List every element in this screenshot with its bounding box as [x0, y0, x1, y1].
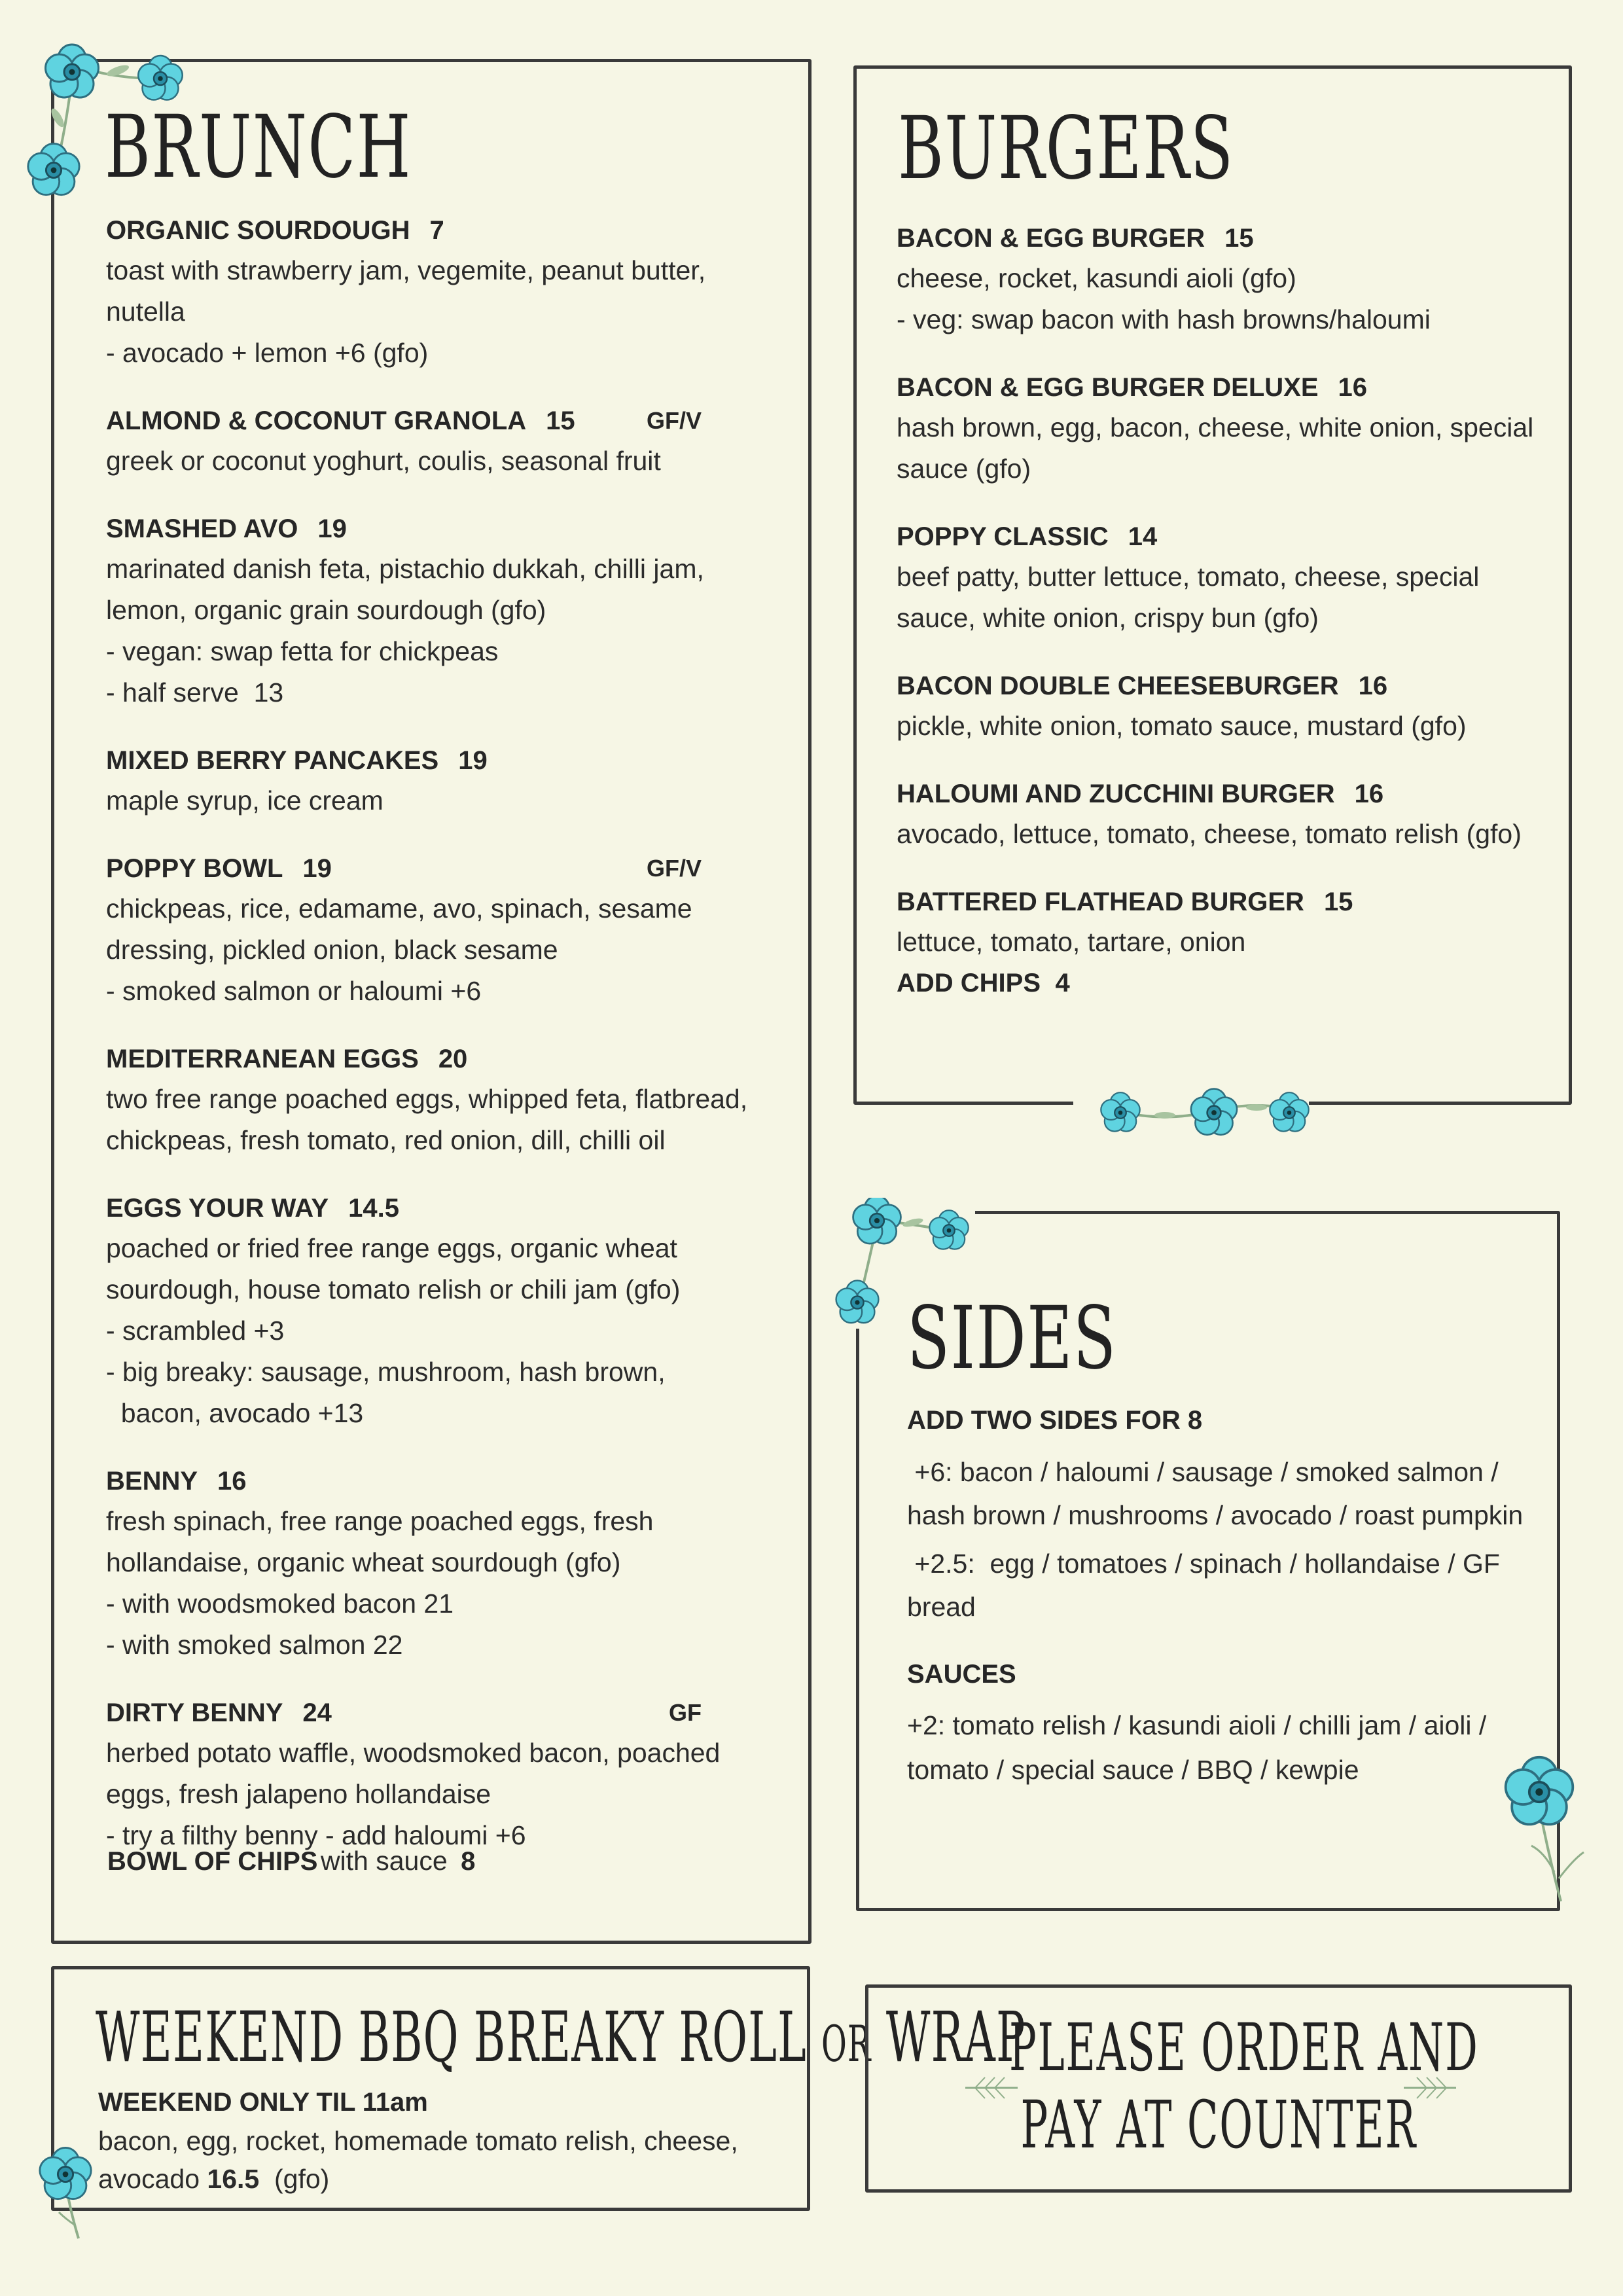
- sides-line-4: bread: [907, 1592, 976, 1622]
- item-name: SMASHED AVO: [106, 514, 298, 543]
- brunch-item-header: [106, 509, 702, 548]
- weekend-line-2-prefix: avocado: [98, 2164, 207, 2194]
- order-sprig-left-icon: [962, 2068, 1021, 2108]
- brunch-title: BRUNCH: [105, 97, 412, 198]
- item-description-line: beef patty, butter lettuce, tomato, cheese, special: [897, 562, 1480, 592]
- sides-line-3: +2.5: egg / tomatoes / spinach / hollandaise / GF: [907, 1549, 1500, 1579]
- sides-content: [907, 1401, 1542, 1792]
- brunch-item-eggs-your-way: [106, 1189, 702, 1434]
- item-description-line: marinated danish feta, pistachio dukkah, chilli jam,: [106, 554, 704, 584]
- item-name: BENNY: [106, 1467, 198, 1496]
- item-description-line: fresh spinach, free range poached eggs, fresh: [106, 1506, 654, 1536]
- item-price: 16: [1358, 672, 1388, 700]
- burgers-item-header: [897, 882, 1551, 922]
- bowl-of-chips-price: 8: [461, 1847, 476, 1876]
- brunch-item-smashed-avo: [106, 509, 702, 713]
- add-chips-price: 4: [1055, 969, 1070, 997]
- item-name: MIXED BERRY PANCAKES: [106, 746, 439, 775]
- burgers-item-header: [897, 774, 1551, 814]
- item-name: BACON DOUBLE CHEESEBURGER: [897, 672, 1339, 700]
- brunch-item-header: [106, 1039, 702, 1079]
- brunch-item-almond-coconut-granola: [106, 401, 702, 482]
- item-price: 16: [1354, 780, 1384, 808]
- item-description-line: - scrambled +3: [106, 1316, 285, 1346]
- weekend-subheading: WEEKEND ONLY TIL 11am: [98, 2088, 428, 2117]
- item-price: 14: [1128, 522, 1158, 551]
- item-description-line: greek or coconut yoghurt, coulis, seasonal fruit: [106, 446, 661, 476]
- item-price: 15: [1224, 224, 1254, 253]
- item-description-line: chickpeas, fresh tomato, red onion, dill, chilli oil: [106, 1125, 666, 1155]
- item-description-line: - big breaky: sausage, mushroom, hash brown,: [106, 1357, 666, 1387]
- order-line-1: PLEASE ORDER AND: [1008, 2009, 1479, 2086]
- sides-flower-stem-icon: [1499, 1754, 1590, 1911]
- item-description-line: hollandaise, organic wheat sourdough (gfo): [106, 1547, 621, 1577]
- item-price: 14.5: [348, 1194, 399, 1223]
- item-diet-badge: GF: [669, 1699, 702, 1726]
- weekend-line-2: [98, 2160, 792, 2198]
- item-description-line: lettuce, tomato, tartare, onion: [897, 927, 1246, 957]
- item-description-line: hash brown, egg, bacon, cheese, white onion, special: [897, 412, 1534, 442]
- item-description-line: - vegan: swap fetta for chickpeas: [106, 636, 499, 666]
- brunch-item-header: [106, 1693, 702, 1732]
- item-price: 19: [317, 514, 347, 543]
- weekend-title-b: WRAP: [871, 1997, 1026, 2077]
- item-description-line: - try a filthy benny - add haloumi +6: [106, 1820, 526, 1850]
- item-description-line: - smoked salmon or haloumi +6: [106, 976, 482, 1006]
- burgers-item-header: [897, 666, 1551, 706]
- item-price: 16: [1338, 373, 1367, 402]
- item-name: ALMOND & COCONUT GRANOLA: [106, 406, 527, 435]
- brunch-item-mediterranean-eggs: [106, 1039, 748, 1161]
- burgers-item-bacon-egg-burger: [897, 219, 1551, 340]
- brunch-item-mixed-berry-pancakes: [106, 741, 702, 821]
- weekend-title-a: WEEKEND BBQ BREAKY ROLL: [96, 1997, 822, 2077]
- sauces-heading: SAUCES: [907, 1660, 1016, 1689]
- weekend-line-1: bacon, egg, rocket, homemade tomato relish, cheese,: [98, 2126, 738, 2156]
- item-name: MEDITERRANEAN EGGS: [106, 1045, 419, 1073]
- weekend-content: [98, 2083, 792, 2198]
- item-description-line: - avocado + lemon +6 (gfo): [106, 338, 429, 368]
- item-price: 7: [429, 216, 444, 245]
- weekend-title-or: OR: [821, 2015, 872, 2073]
- burgers-item-battered-flathead-burger: [897, 882, 1551, 963]
- item-name: HALOUMI AND ZUCCHINI BURGER: [897, 780, 1335, 808]
- sides-line-2: hash brown / mushrooms / avocado / roast pumpkin: [907, 1500, 1524, 1530]
- item-description-line: two free range poached eggs, whipped feta, flatbread,: [106, 1084, 748, 1114]
- item-description-line: cheese, rocket, kasundi aioli (gfo): [897, 263, 1296, 293]
- sides-title: SIDES: [907, 1288, 1117, 1389]
- item-name: EGGS YOUR WAY: [106, 1194, 329, 1223]
- item-name: POPPY CLASSIC: [897, 522, 1109, 551]
- item-description-line: herbed potato waffle, woodsmoked bacon, poached: [106, 1738, 721, 1768]
- item-price: 15: [1323, 888, 1353, 916]
- item-description-line: chickpeas, rice, edamame, avo, spinach, sesame: [106, 893, 692, 924]
- add-chips-item: [897, 963, 1070, 1003]
- burgers-title: BURGERS: [898, 98, 1234, 199]
- item-description-line: sourdough, house tomato relish or chili jam (gfo): [106, 1274, 681, 1304]
- item-name: BATTERED FLATHEAD BURGER: [897, 888, 1304, 916]
- item-description-line: - veg: swap bacon with hash browns/haloumi: [897, 304, 1431, 334]
- item-description-line: toast with strawberry jam, vegemite, peanut butter,: [106, 255, 706, 285]
- brunch-item-organic-sourdough: [106, 211, 706, 374]
- brunch-item-header: [106, 211, 702, 250]
- item-description-line: sauce, white onion, crispy bun (gfo): [897, 603, 1319, 633]
- burgers-item-bacon-egg-burger-deluxe: [897, 368, 1551, 490]
- weekend-price: 16.5: [207, 2164, 260, 2194]
- item-description-line: poached or fried free range eggs, organic wheat: [106, 1233, 677, 1263]
- burgers-item-header: [897, 219, 1551, 258]
- brunch-item-header: [106, 741, 702, 780]
- order-line-2: PAY AT COUNTER: [1020, 2087, 1417, 2163]
- item-description-line: - half serve 13: [106, 677, 284, 708]
- sauces-line-2: tomato / special sauce / BBQ / kewpie: [907, 1755, 1359, 1785]
- bowl-of-chips-text: with sauce: [320, 1846, 448, 1876]
- burgers-item-header: [897, 517, 1551, 556]
- item-price: 16: [217, 1467, 247, 1496]
- item-description-line: lemon, organic grain sourdough (gfo): [106, 595, 546, 625]
- brunch-item-poppy-bowl: [106, 849, 702, 1012]
- brunch-item-header: [106, 1189, 702, 1228]
- item-description-line: - with smoked salmon 22: [106, 1630, 403, 1660]
- item-description-line: - with woodsmoked bacon 21: [106, 1588, 454, 1619]
- item-price: 24: [302, 1698, 332, 1727]
- item-name: ORGANIC SOURDOUGH: [106, 216, 410, 245]
- item-price: 19: [458, 746, 488, 775]
- bowl-of-chips-item: [107, 1840, 696, 1882]
- order-sprig-right-icon: [1400, 2068, 1459, 2108]
- item-description-line: maple syrup, ice cream: [106, 785, 383, 816]
- item-description-line: pickle, white onion, tomato sauce, mustard (gfo): [897, 711, 1467, 741]
- brunch-menu-list: [106, 211, 748, 1884]
- item-name: POPPY BOWL: [106, 854, 283, 883]
- brunch-item-header: [106, 1462, 702, 1501]
- brunch-item-header: [106, 849, 702, 888]
- item-price: 15: [546, 406, 575, 435]
- brunch-item-benny: [106, 1462, 702, 1666]
- item-description-line: sauce (gfo): [897, 454, 1031, 484]
- flower-garland-icon: [1093, 1086, 1322, 1139]
- burgers-item-haloumi-and-zucchini-burger: [897, 774, 1551, 855]
- item-diet-badge: GF/V: [646, 855, 702, 882]
- item-description-line: avocado, lettuce, tomato, cheese, tomato relish (gfo): [897, 819, 1522, 849]
- brunch-item-dirty-benny: [106, 1693, 721, 1856]
- burgers-item-poppy-classic: [897, 517, 1551, 639]
- item-price: 19: [302, 854, 332, 883]
- weekend-flower-icon: [33, 2140, 105, 2245]
- sides-heading: ADD TWO SIDES FOR 8: [907, 1406, 1203, 1435]
- burgers-item-header: [897, 368, 1551, 407]
- item-description-line: nutella: [106, 296, 185, 327]
- add-chips-name: ADD CHIPS: [897, 969, 1041, 997]
- sides-line-1: +6: bacon / haloumi / sausage / smoked salmon /: [907, 1457, 1499, 1487]
- burgers-item-bacon-double-cheeseburger: [897, 666, 1551, 747]
- item-description-line: bacon, avocado +13: [106, 1398, 364, 1428]
- item-price: 20: [438, 1045, 468, 1073]
- item-name: BACON & EGG BURGER DELUXE: [897, 373, 1319, 402]
- weekend-line-2-suffix: (gfo): [259, 2164, 330, 2194]
- burgers-menu-list: [897, 219, 1551, 990]
- bowl-of-chips-name: BOWL OF CHIPS: [107, 1847, 318, 1876]
- sauces-line-1: +2: tomato relish / kasundi aioli / chilli jam / aioli /: [907, 1710, 1487, 1740]
- item-name: DIRTY BENNY: [106, 1698, 283, 1727]
- item-diet-badge: GF/V: [646, 407, 702, 434]
- item-name: BACON & EGG BURGER: [897, 224, 1205, 253]
- brunch-item-header: [106, 401, 702, 440]
- item-description-line: dressing, pickled onion, black sesame: [106, 935, 558, 965]
- item-description-line: eggs, fresh jalapeno hollandaise: [106, 1779, 491, 1809]
